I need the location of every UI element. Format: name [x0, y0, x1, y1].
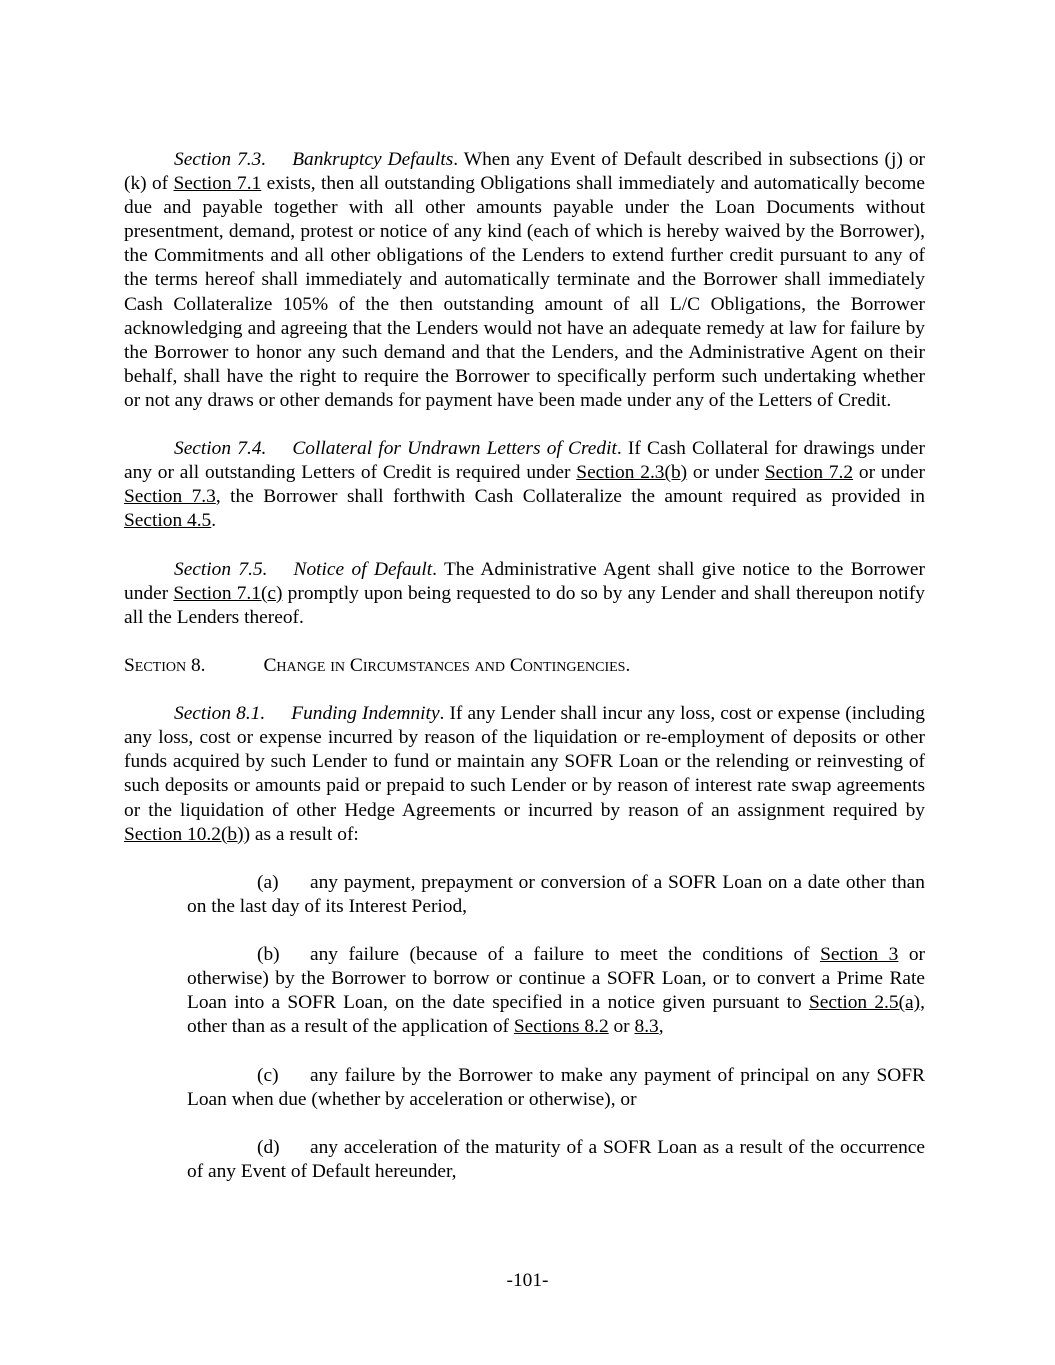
ref-section-2-5a[interactable]: Section 2.5(a)	[808, 992, 921, 1014]
section-8-1: Section 8.1. Funding Indemnity. If any Lender shall incur any loss, cost or expense (including any loss, cost or expense incurred by reason of the liquidation or re-employment of deposits or other funds acquired by such Lender to fund or maintain any SOFR Loan or the relending or reinvesting of such deposits or amounts paid or prepaid to such Lender or by reason of interest rate swap agreements or the liquidation of other Hedge Agreements or incurred by reason of an assignment required by Section 10.2(b)) as a result of:	[124, 703, 925, 845]
section-8-heading: Section 8. Change in Circumstances and Contingencies.	[124, 654, 631, 676]
ref-section-7-2[interactable]: Section 7.2	[764, 462, 854, 484]
section-8-1-heading: Section 8.1. Funding Indemnity	[174, 703, 440, 725]
section-7-5: Section 7.5. Notice of Default. The Administrative Agent shall give notice to the Borrower under Section 7.1(c) promptly upon being requested to do so by any Lender and shall thereupon notify all the Lenders thereof.	[124, 558, 925, 628]
section-7-3-heading: Section 7.3. Bankruptcy Defaults	[174, 149, 454, 170]
ref-section-2-3b[interactable]: Section 2.3(b)	[576, 462, 688, 484]
ref-section-3[interactable]: Section 3	[820, 944, 899, 966]
page-number: -101-	[506, 1270, 549, 1291]
ref-section-7-3[interactable]: Section 7.3	[124, 486, 216, 508]
clause-c: (c) any failure by the Borrower to make any payment of principal on any SOFR Loan when due (whether by acceleration or otherwise), or	[187, 1064, 925, 1110]
ref-section-7-1c[interactable]: Section 7.1(c)	[173, 582, 283, 604]
clause-a: (a) any payment, prepayment or conversion of a SOFR Loan on a date other than on the last day of its Interest Period,	[187, 871, 925, 917]
ref-section-8-3[interactable]: 8.3	[634, 1016, 659, 1038]
ref-section-7-1[interactable]: Section 7.1	[173, 173, 262, 195]
ref-sections-8-2[interactable]: Sections 8.2	[513, 1016, 609, 1038]
section-7-4: Section 7.4. Collateral for Undrawn Letters of Credit. If Cash Collateral for drawings under any or all outstanding Letters of Credit is required under Section 2.3(b) or under Section 7.2 or under Section 7.3, the Borrower shall forthwith Cash Collateralize the amount required as provided in Section 4.5.	[124, 438, 926, 532]
section-7-3: Section 7.3. Bankruptcy Defaults. When any Event of Default described in subsections (j) or (k) of Section 7.1 exists, then all outstanding Obligations shall immediately and automatically become due and payable together with all other amounts payable under the Loan Documents without presentment, demand, protest or notice of any kind (each of which is hereby waived by the Borrower), the Commitments and all other obligations of the Lenders to extend further credit pursuant to any of the terms hereof shall immediately and automatically terminate and the Borrower shall immediately Cash Collateralize 105% of the then outstanding amount of all L/C Obligations, the Borrower acknowledging and agreeing that the Lenders would not have an adequate remedy at law for failure by the Borrower to honor any such demand and that the Lenders, and the Administrative Agent on their behalf, shall have the right to require the Borrower to specifically perform such undertaking whether or not any draws or other demands for payment have been made under any of the Letters of Credit.	[124, 149, 925, 411]
section-7-5-heading: Section 7.5. Notice of Default	[174, 558, 433, 580]
clause-d: (d) any acceleration of the maturity of a SOFR Loan as a result of the occurrence of any Event of Default hereunder,	[187, 1136, 925, 1182]
section-7-4-heading: Section 7.4. Collateral for Undrawn Letters of Credit	[174, 438, 617, 460]
ref-section-4-5[interactable]: Section 4.5	[124, 510, 212, 532]
ref-section-10-2b[interactable]: Section 10.2(b)	[124, 823, 244, 845]
document-page	[124, 148, 925, 1184]
clause-b: (b) any failure (because of a failure to meet the conditions of Section 3 or otherwise) by the Borrower to borrow or continue a SOFR Loan, or to convert a Prime Rate Loan into a SOFR Loan, on the date specified in a notice given pursuant to Section 2.5(a), other than as a result of the application of Sections 8.2 or 8.3,	[187, 944, 925, 1038]
